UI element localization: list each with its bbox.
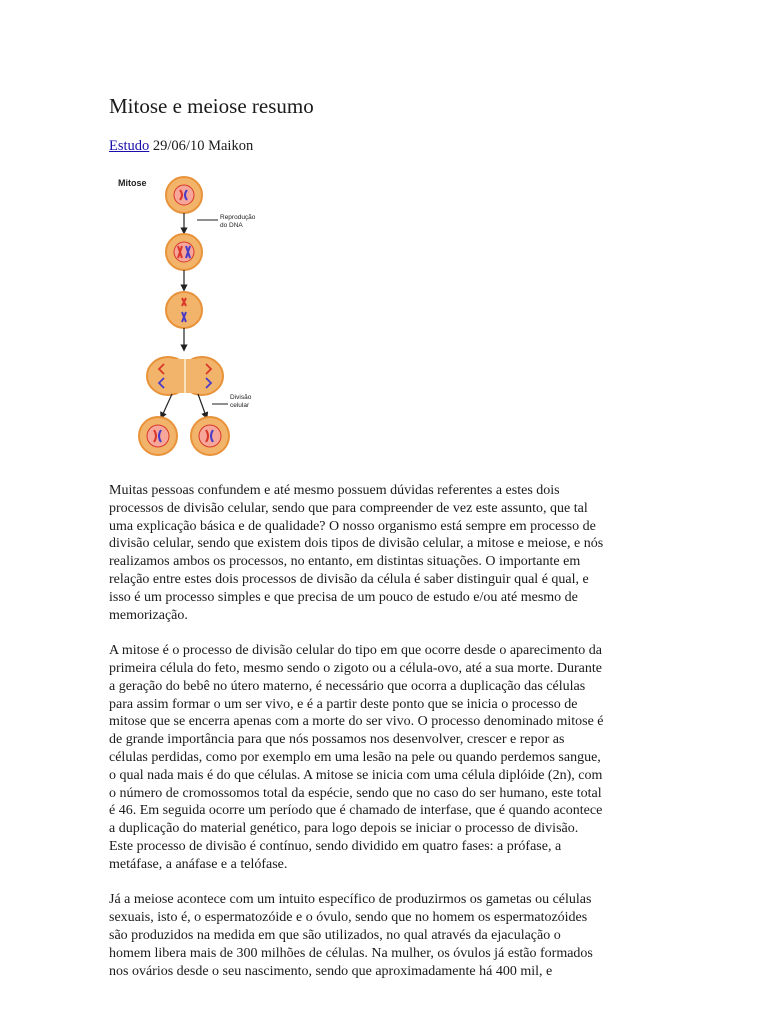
text-line: primeira célula do feto, mesmo sendo o zigoto ou a célula-ovo, até a sua morte. Durante bbox=[109, 660, 602, 676]
paragraph-1 bbox=[109, 482, 671, 624]
cell-metaphase bbox=[166, 292, 202, 328]
post-date: 29/06/10 bbox=[152, 138, 205, 154]
annotation-division-line2: celular bbox=[230, 402, 250, 409]
text-line: mitose que se encerra apenas com a morte do ser vivo. O processo denominado mitose é bbox=[109, 714, 604, 730]
annotation-division-line1: Divisão bbox=[230, 394, 252, 401]
article-title: Mitose e meiose resumo bbox=[109, 94, 314, 118]
cell-interphase bbox=[166, 177, 202, 213]
text-line: de grande importância para que nós possamos nos desenvolver, crescer e repor as bbox=[109, 732, 565, 748]
text-line: células perdidas, como por exemplo em uma lesão na pele ou quando perdemos sangue, bbox=[109, 749, 601, 765]
cell-dividing bbox=[147, 357, 223, 395]
text-line: divisão celular, sendo que existem dois tipos de divisão celular, a mitose e meiose, e nós bbox=[109, 536, 604, 552]
text-line: memorização. bbox=[109, 607, 188, 623]
text-line: A mitose é o processo de divisão celular do tipo em que ocorre desde o aparecimento da bbox=[109, 643, 602, 659]
post-author: Maikon bbox=[208, 138, 254, 154]
text-line: uma explicação básica e de qualidade? O nosso organismo está sempre em processo de bbox=[109, 518, 596, 534]
text-line: realizamos ambos os processos, no entanto, em distintas situações. O importante em bbox=[109, 554, 581, 570]
mitosis-diagram-svg bbox=[112, 168, 282, 463]
text-line: Já a meiose acontece com um intuito específico de produzirmos os gametas ou células bbox=[109, 892, 592, 908]
text-line: relação entre estes dois processos de divisão da célula é saber distinguir qual é qual, e bbox=[109, 571, 589, 587]
paragraph-3 bbox=[109, 891, 671, 980]
text-line: o número de cromossomos total da espécie, sendo que no caso do ser humano, este total bbox=[109, 785, 602, 801]
annotation-dna-line2: do DNA bbox=[220, 222, 243, 229]
text-line: metáfase, a anáfase e a telófase. bbox=[109, 856, 288, 872]
text-line: o qual nada mais é do que células. A mitose se inicia com uma célula diplóide (2n), com bbox=[109, 767, 603, 783]
text-line: a duplicação do material genético, para logo depois se iniciar o processo de divisão. bbox=[109, 821, 579, 837]
text-line: é 46. Em seguida ocorre um período que é chamado de interfase, que é quando acontece bbox=[109, 803, 603, 819]
text-line: isso é um processo simples e que precisa de um pouco de estudo e/ou até mesmo de bbox=[109, 589, 578, 605]
daughter-cell-right bbox=[191, 417, 229, 455]
annotation-dna-line1: Reprodução bbox=[220, 214, 256, 221]
paragraph-2 bbox=[109, 642, 671, 873]
text-line: para assim formar o um ser vivo, e é a partir deste ponto que se inicia o processo de bbox=[109, 696, 578, 712]
text-line: processos de divisão celular, sendo que para compreender de vez este assunto, que tal bbox=[109, 500, 588, 516]
article-body bbox=[109, 482, 671, 998]
text-line: homem libera mais de 300 milhões de células. Na mulher, os óvulos já estão formados bbox=[109, 945, 593, 961]
diagram-heading: Mitose bbox=[118, 178, 147, 188]
text-line: nos ovários desde o seu nascimento, sendo que aproximadamente há 400 mil, e bbox=[109, 963, 553, 979]
text-line: Muitas pessoas confundem e até mesmo possuem dúvidas referentes a estes dois bbox=[109, 483, 560, 498]
text-line: sexuais, isto é, o espermatozóide e o óvulo, sendo que no homem os espermatozóides bbox=[109, 910, 588, 926]
daughter-cell-left bbox=[139, 417, 177, 455]
text-line: Este processo de divisão é contínuo, sendo dividido em quatro fases: a prófase, a bbox=[109, 838, 562, 854]
article-meta bbox=[109, 137, 253, 155]
cell-dna-replicated bbox=[166, 234, 202, 270]
text-line: a geração do bebê no útero materno, é necessário que ocorra a duplicação das células bbox=[109, 678, 586, 694]
category-link[interactable]: Estudo bbox=[109, 138, 150, 154]
text-line: são produzidos na medida em que são utilizados, no qual através da ejaculação o bbox=[109, 927, 561, 943]
mitosis-diagram bbox=[112, 168, 282, 463]
